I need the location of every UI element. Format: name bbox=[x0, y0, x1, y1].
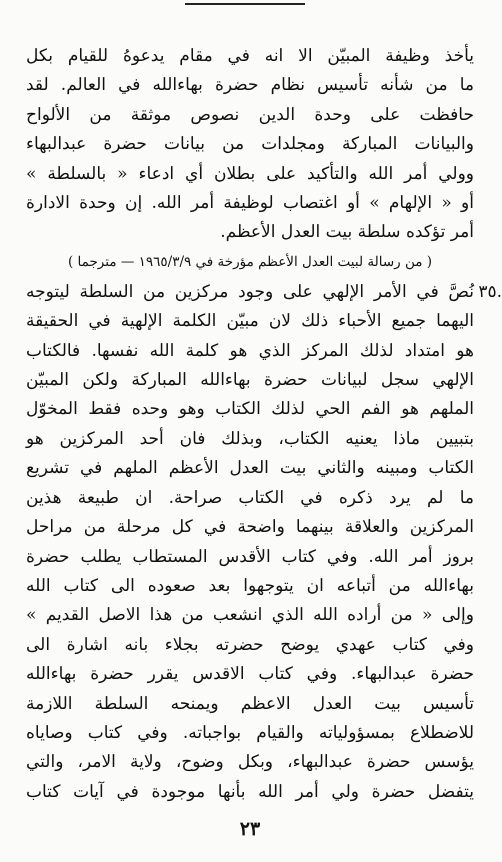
text-line: الملهم هو الفم الحي لذلك الكتاب وهو وحده فقط المخوّل bbox=[26, 399, 474, 420]
page-number: ٢٣ bbox=[239, 818, 261, 840]
text-line: أو « الإلهام » أو اغتصاب لوظيفة أمر الله. إن وحدة الادارة bbox=[26, 193, 474, 214]
text-line: يؤسس حضرة عبدالبهاء، وبكل وضوح، ولاية الامر، والتي bbox=[26, 752, 474, 773]
text-line: وولي أمر الله والتأكيد على بطلان أي ادعاء « بالسلطة » bbox=[26, 163, 474, 184]
text-line: ما لم يرد ذكره في الكتاب صراحة. ان طبيعة هذين bbox=[26, 487, 474, 508]
text-line: وإلى « من أراده الله الذي انشعب من هذا الاصل القديم » bbox=[26, 605, 474, 626]
page-body bbox=[26, 42, 502, 807]
text-line: هو امتداد لذلك المركز الذي هو كلمة الله نفسها. فالكتاب bbox=[26, 340, 474, 361]
text-line: حافظت على وحدة الدين نصوص موثقة من الألواح bbox=[26, 104, 474, 125]
paragraph-number: ٣٥. bbox=[478, 281, 502, 302]
text-line: والبيانات المباركة ومجلدات من بيانات حضرة عبدالبهاء bbox=[26, 134, 474, 155]
text-line: المركزين والعلاقة بينهما واضحة في كل مرحلة من مراحل bbox=[26, 517, 474, 538]
text-line: بهاءالله من أتباعه ان يتوجهوا بعد صعوده الى كتاب الله bbox=[26, 575, 474, 596]
text-line: نُصَّ في الأمر الإلهي على وجود مركزين من السلطة ليتوجه bbox=[26, 281, 474, 302]
text-line: يأخذ وظيفة المبيّن الا انه في مقام يدعوهُ للقيام بكل bbox=[26, 46, 474, 66]
text-line: وفي كتاب عهدي يوضح حضرته بجلاء بانه اشارة الى bbox=[26, 634, 474, 655]
top-rule bbox=[185, 3, 305, 5]
text-line: بروز أمر الله. وفي كتاب الأقدس المستطاب يطلب حضرة bbox=[26, 546, 474, 567]
text-line: حضرة عبدالبهاء. وفي كتاب الاقدس يقرر حضرة بهاءالله bbox=[26, 664, 474, 685]
text-line: أمر تؤكده سلطة بيت العدل الأعظم. bbox=[220, 222, 474, 243]
paragraph-35 bbox=[26, 278, 502, 807]
text-line: اليهما جميع الأحباء ذلك لان مبيّن الكلمة الإلهية في الحقيقة bbox=[26, 311, 474, 332]
source-citation: ( من رسالة لبيت العدل الأعظم مؤرخة في ١٩٦٥/٣/٩ — مترجما ) bbox=[67, 253, 433, 270]
text-line: بتبيين ماذا يعنيه الكتاب، وبذلك فان أحد المركزين هو bbox=[26, 428, 474, 449]
text-line: الكتاب ومبينه والثاني بيت العدل الأعظم الملهم في تشريع bbox=[26, 458, 474, 479]
text-line: يتفضل حضرة ولي أمر الله بأنها موجودة في آيات كتاب bbox=[26, 781, 474, 802]
text-line: الإلهي سجل لبيانات حضرة بهاءالله المباركة ولكن المبيّن bbox=[26, 370, 474, 391]
text-line: ما من شأنه تأسيس نظام حضرة بهاءالله في العالم. لقد bbox=[26, 75, 474, 96]
text-line: تأسيس بيت العدل الاعظم ويمنحه السلطة اللازمة bbox=[26, 693, 474, 714]
text-line: للاضطلاع بمسؤولياته والقيام بواجباته. وفي كتاب وصاياه bbox=[26, 722, 474, 743]
paragraph-1 bbox=[26, 42, 474, 248]
